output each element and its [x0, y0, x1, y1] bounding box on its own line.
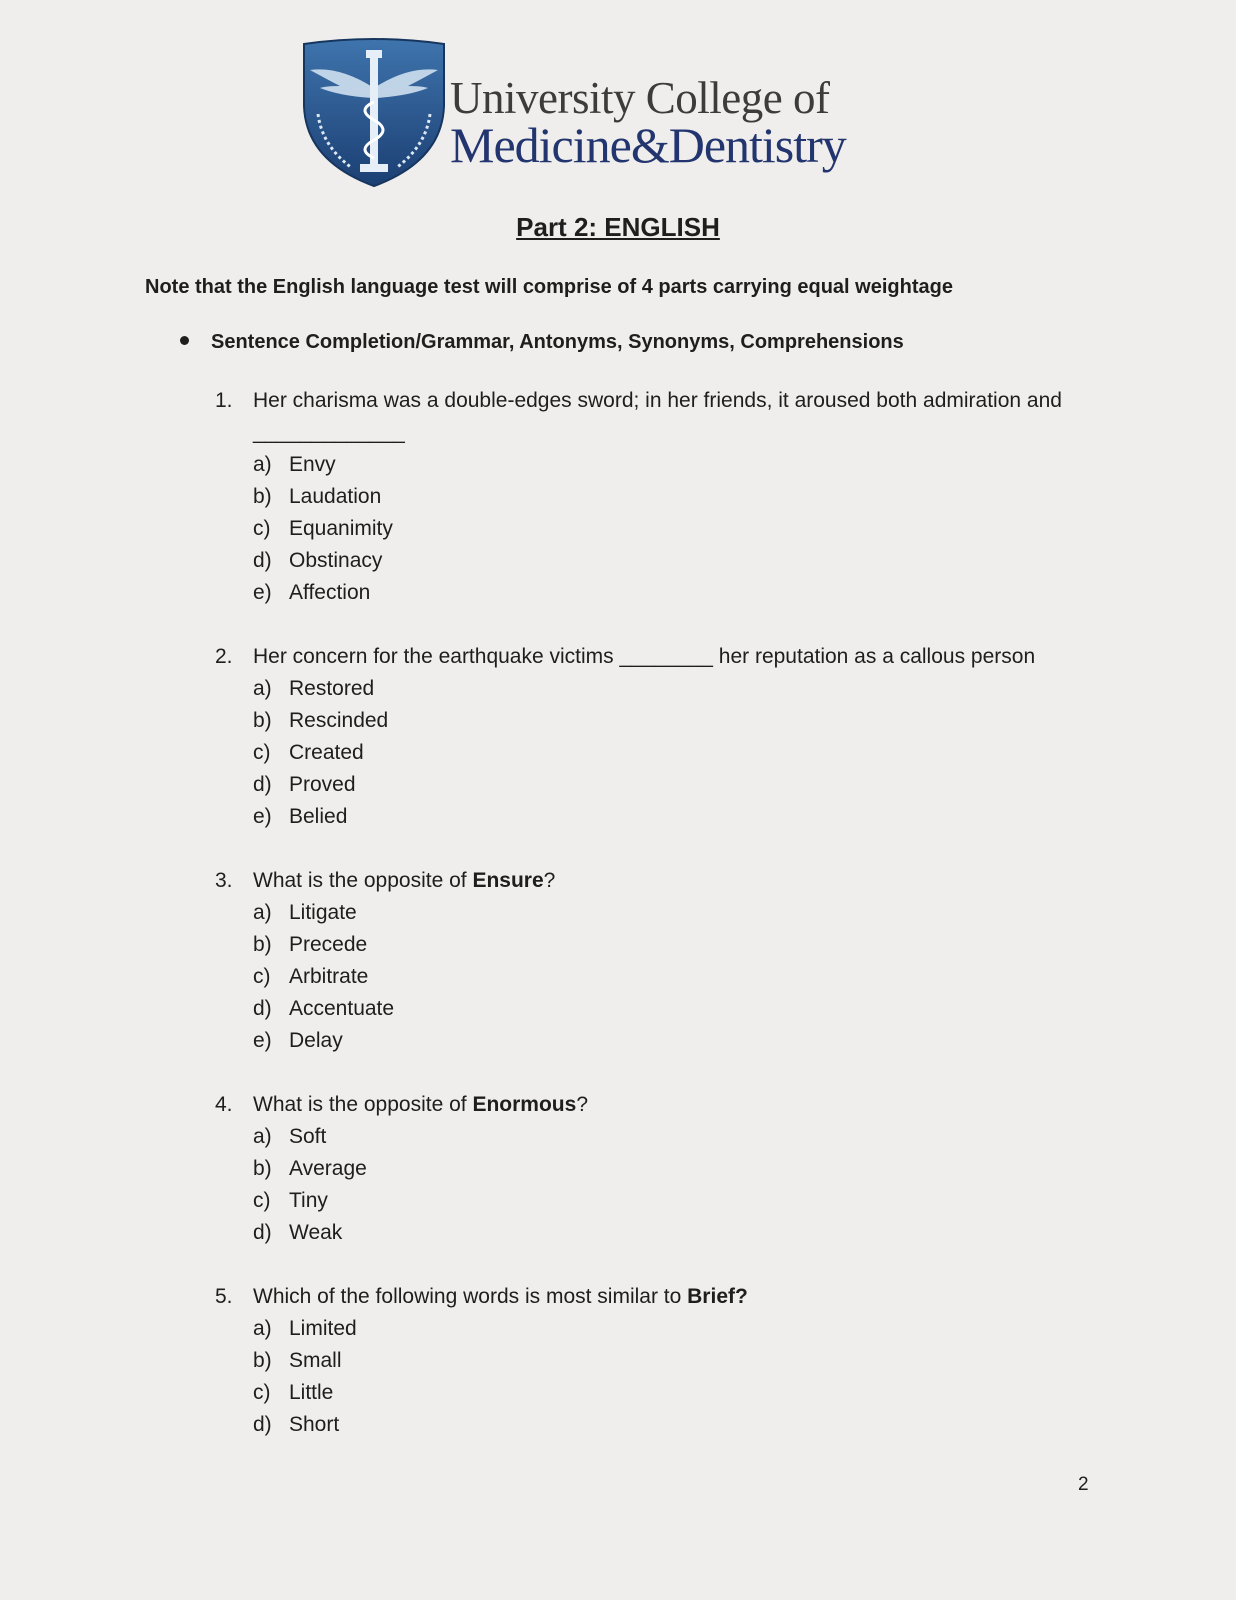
answer-option: e) Delay — [253, 1029, 343, 1052]
answer-option: e) Affection — [253, 581, 371, 604]
question-item — [215, 865, 1115, 1057]
page-number: 2 — [1078, 1474, 1089, 1495]
answer-option: d) Short — [253, 1413, 340, 1436]
question-number: 2. — [215, 645, 233, 668]
answer-option: c) Tiny — [253, 1189, 328, 1212]
answer-option: d) Obstinacy — [253, 549, 383, 572]
answer-option: c) Created — [253, 741, 364, 764]
question-number: 1. — [215, 389, 233, 412]
answer-option: d) Weak — [253, 1221, 343, 1244]
question-list — [215, 385, 1115, 1473]
instruction-note: Note that the English language test will comprise of 4 parts carrying equal weightage — [145, 276, 953, 298]
answer-option: a) Restored — [253, 677, 375, 700]
question-number: 4. — [215, 1093, 233, 1116]
question-item — [215, 1089, 1115, 1249]
section-bullet — [180, 331, 904, 354]
answer-option: a) Litigate — [253, 901, 357, 924]
question-text: Her concern for the earthquake victims ________ her reputation as a callous person — [253, 645, 1036, 668]
question-item — [215, 385, 1115, 609]
question-text: Which of the following words is most similar to Brief? — [253, 1285, 748, 1308]
answer-option: b) Average — [253, 1157, 367, 1180]
logo-line-1: University College of — [450, 73, 830, 123]
question-item — [215, 641, 1115, 833]
answer-option: b) Small — [253, 1349, 342, 1372]
answer-option: b) Laudation — [253, 485, 382, 508]
question-number: 5. — [215, 1285, 233, 1308]
answer-option: a) Soft — [253, 1125, 327, 1148]
answer-option: a) Limited — [253, 1317, 357, 1340]
answer-option: c) Little — [253, 1381, 334, 1404]
answer-option: d) Accentuate — [253, 997, 395, 1020]
question-text: What is the opposite of Ensure? — [253, 869, 556, 892]
logo-line-2: Medicine&Dentistry — [450, 117, 846, 173]
answer-option: c) Equanimity — [253, 517, 393, 540]
answer-option: a) Envy — [253, 453, 336, 476]
question-number: 3. — [215, 869, 233, 892]
answer-option: c) Arbitrate — [253, 965, 369, 988]
caduceus-shield-icon — [300, 36, 448, 188]
question-item — [215, 1281, 1115, 1441]
question-text: Her charisma was a double-edges sword; in her friends, it aroused both admiration and _____________ — [253, 389, 1062, 444]
answer-option: e) Belied — [253, 805, 348, 828]
answer-option: b) Precede — [253, 933, 368, 956]
answer-option: d) Proved — [253, 773, 356, 796]
university-logo — [300, 36, 940, 188]
page-title: Part 2: ENGLISH — [516, 212, 720, 242]
question-text: What is the opposite of Enormous? — [253, 1093, 588, 1116]
section-heading: Sentence Completion/Grammar, Antonyms, Synonyms, Comprehensions — [211, 331, 904, 353]
answer-option: b) Rescinded — [253, 709, 389, 732]
bullet-icon — [180, 336, 189, 345]
